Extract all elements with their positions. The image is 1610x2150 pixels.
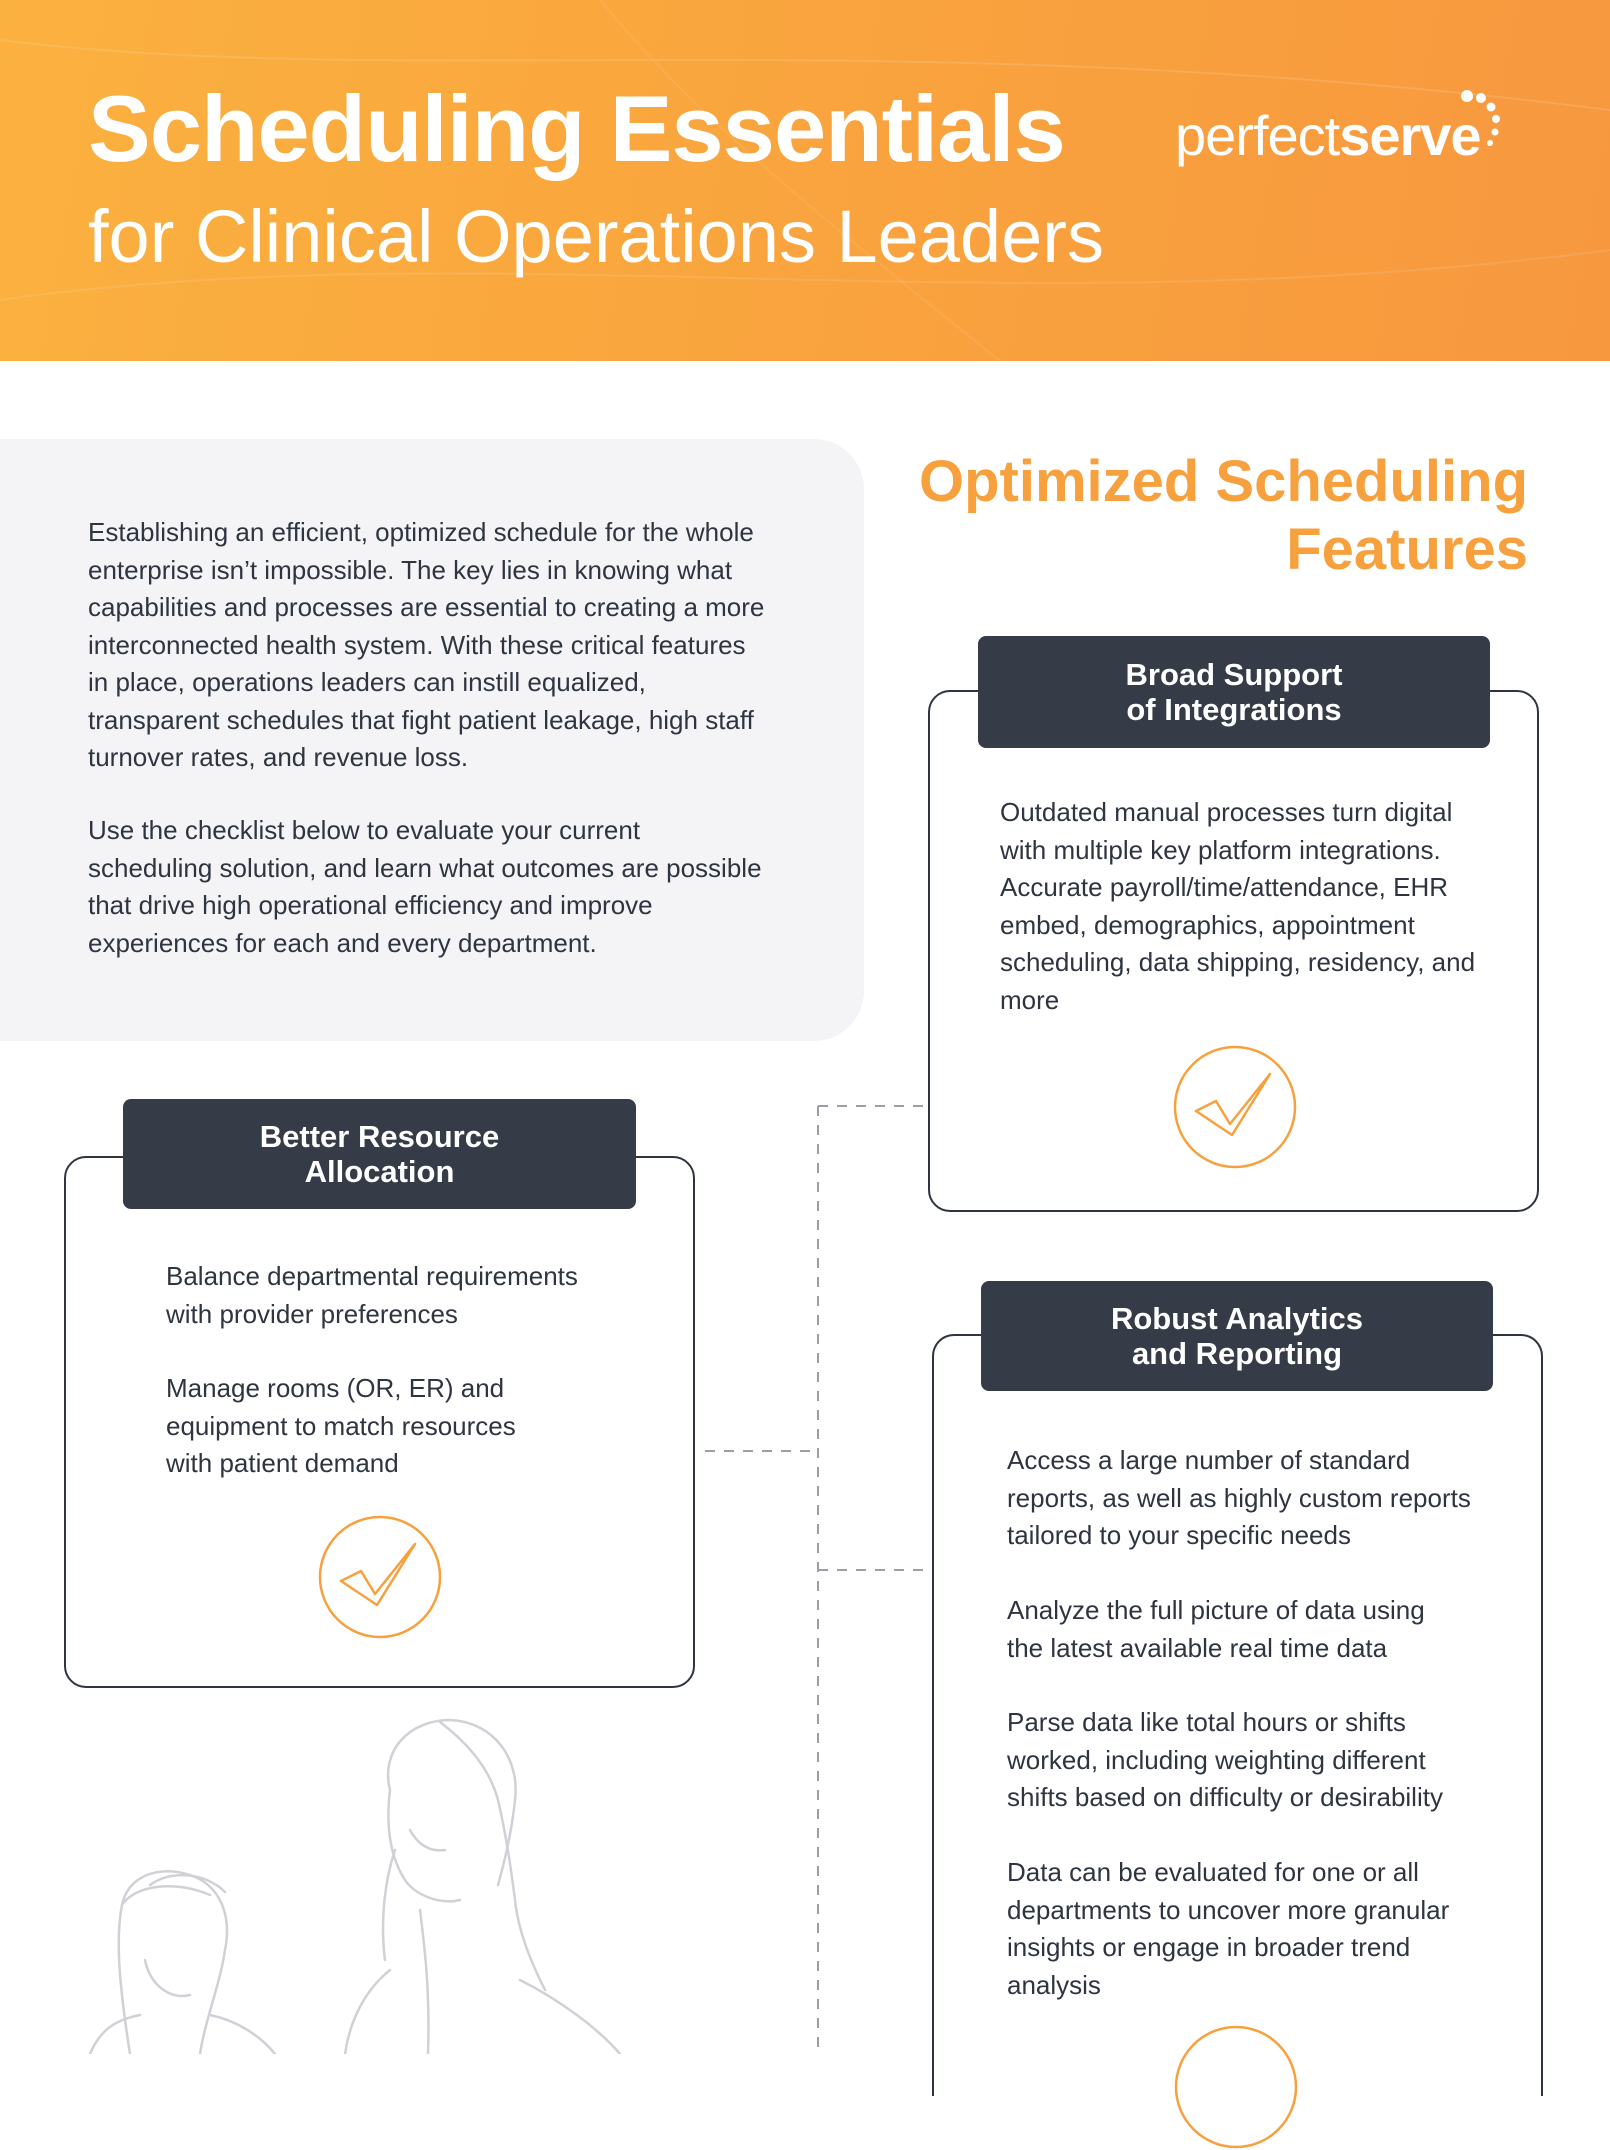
- analytics-text-3: Parse data like total hours or shifts worked, including weighting different shifts based on difficulty or desirability: [1007, 1707, 1443, 1812]
- resource-text-1: Balance departmental requirements with provider preferences: [166, 1261, 578, 1329]
- integrations-card: [928, 690, 1539, 1212]
- check-circle-icon: [317, 1514, 443, 1640]
- check-circle-icon: [1172, 1044, 1298, 1170]
- resource-text-2: Manage rooms (OR, ER) and equipment to match resources with patient demand: [166, 1373, 516, 1478]
- logo-text-bold: serve: [1339, 104, 1481, 167]
- analytics-label-line2: and Reporting: [1131, 1336, 1343, 1371]
- integrations-label: [978, 636, 1490, 748]
- resource-label: [123, 1099, 636, 1209]
- resource-label-line1: Better Resource: [259, 1119, 500, 1154]
- section-heading: Optimized Scheduling Features: [918, 449, 1528, 582]
- analytics-text-1: Access a large number of standard reports, as well as highly custom reports tailored to your specific needs: [1007, 1445, 1471, 1550]
- integrations-label-line1: Broad Support: [1125, 657, 1343, 692]
- analytics-label: [981, 1281, 1493, 1391]
- resource-label-line2: Allocation: [304, 1154, 455, 1189]
- page-title: Scheduling Essentials: [88, 76, 1065, 181]
- analytics-text-2: Analyze the full picture of data using the latest available real time data: [1007, 1595, 1425, 1663]
- page-subtitle: for Clinical Operations Leaders: [88, 195, 1104, 278]
- analytics-label-line1: Robust Analytics: [1110, 1301, 1364, 1336]
- logo-text-light: perfect: [1175, 104, 1340, 167]
- integrations-text: Outdated manual processes turn digital with multiple key platform integrations. Accurate payroll/time/attendance, EHR embed, demographics, appointment scheduling, data shipping, residency, and more: [1000, 797, 1476, 1015]
- intro-paragraph-2: Use the checklist below to evaluate your current scheduling solution, and learn what outcomes are possible that drive high operational efficiency and improve experiences for each and every department.: [88, 815, 762, 958]
- analytics-text-4: Data can be evaluated for one or all departments to uncover more granular insights or engage in broader trend analysis: [1007, 1857, 1450, 2000]
- intro-paragraph-1: Establishing an efficient, optimized schedule for the whole enterprise isn’t impossible. The key lies in knowing what capabilities and processes are essential to creating a more interconnected health system. With these critical features in place, operations leaders can instill equalized, transparent schedules that fight patient leakage, high staff turnover rates, and revenue loss.: [88, 517, 765, 772]
- analytics-card: [932, 1334, 1543, 2096]
- integrations-label-line2: of Integrations: [1126, 692, 1342, 727]
- check-circle-icon: [1173, 2024, 1299, 2150]
- resource-card: [64, 1156, 695, 1688]
